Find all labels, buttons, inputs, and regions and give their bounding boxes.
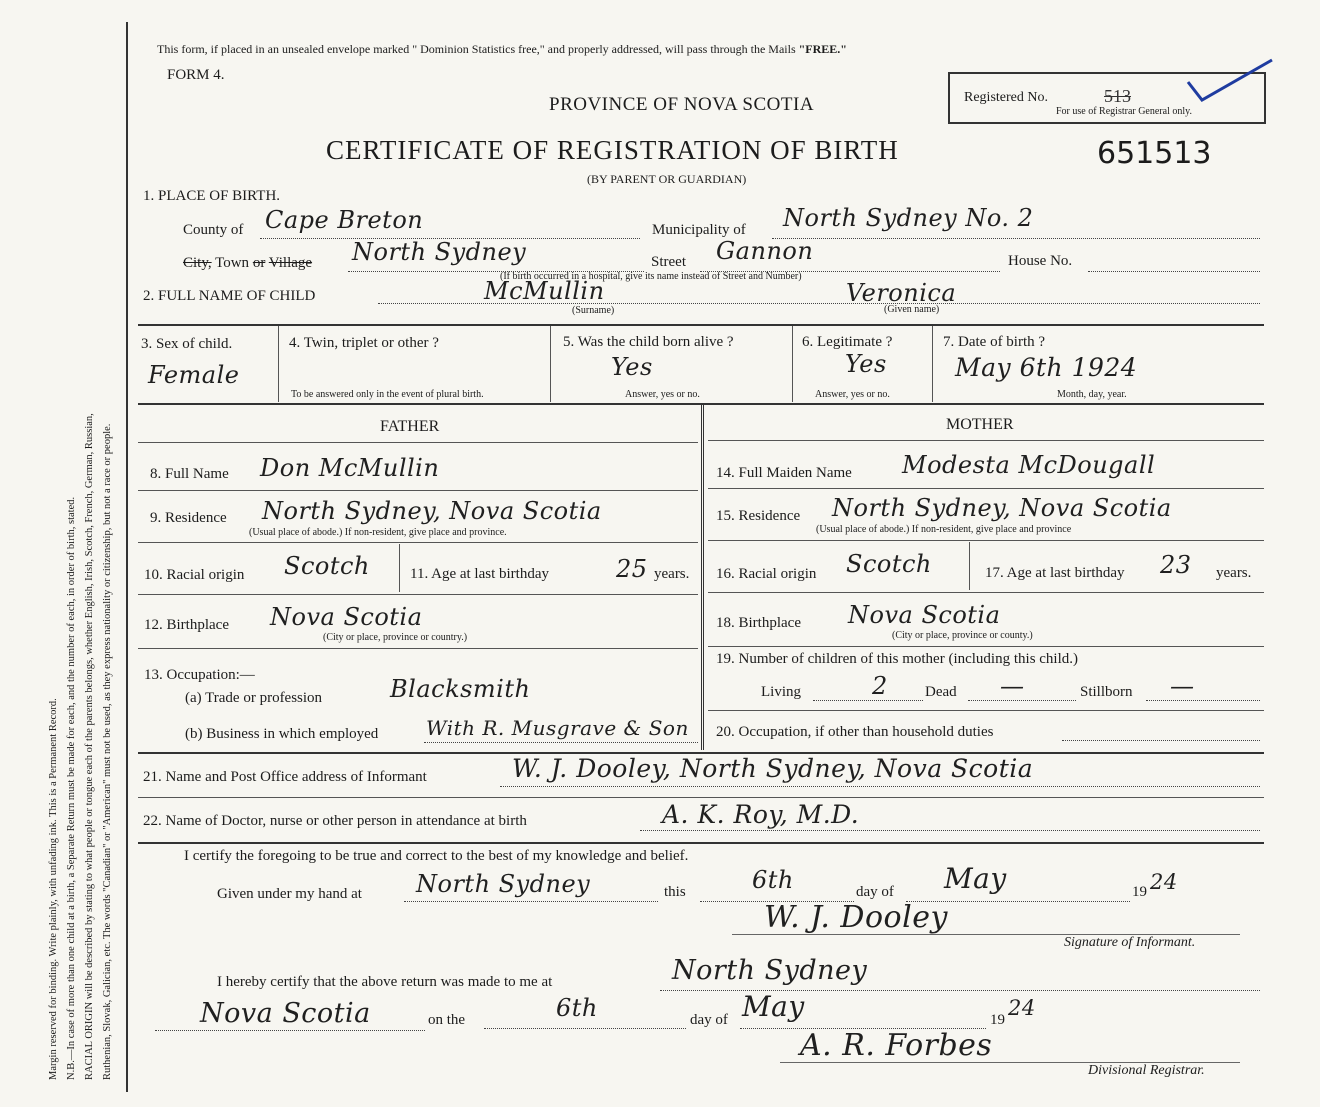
father-age: 25 [616, 555, 648, 583]
mother-age-label: 17. Age at last birthday [985, 565, 1125, 581]
mother-heading: MOTHER [946, 416, 1014, 433]
mother-rule-v [969, 542, 970, 590]
registrar-note: For use of Registrar General only. [1056, 106, 1192, 117]
father-racial: Scotch [284, 552, 370, 580]
legitimate-note: Answer, yes or no. [815, 389, 890, 400]
alive-label: 5. Was the child born alive ? [563, 334, 734, 350]
mother-children-label: 19. Number of children of this mother (including this child.) [716, 651, 1079, 667]
town-value: North Sydney [352, 238, 527, 266]
father-residence: North Sydney, Nova Scotia [262, 497, 602, 525]
mother-years: years. [1216, 565, 1252, 581]
form-number: FORM 4. [167, 67, 225, 83]
checkmark-icon [1186, 56, 1276, 106]
province-heading: PROVINCE OF NOVA SCOTIA [549, 94, 815, 115]
surname-caption: (Surname) [572, 305, 615, 316]
mother-rule-d [708, 592, 1264, 593]
mother-occupation-label: 20. Occupation, if other than household duties [716, 724, 994, 740]
registrar-signature-caption: Divisional Registrar. [1088, 1063, 1205, 1078]
handwritten-number: 651513 [1097, 136, 1212, 171]
doctor-label: 22. Name of Doctor, nurse or other person in attendance at birth [143, 813, 527, 829]
house-label: House No. [1008, 253, 1073, 269]
dead-line [968, 700, 1076, 701]
racial-origin-note-cont: Ruthenian, Slovak, Galician, etc. The words "Canadian" or "American" must not be used, as they express nationality or citizenship, but not a race or people. [102, 423, 113, 1080]
mother-rule-f [708, 710, 1264, 711]
mother-residence-note: (Usual place of abode.) If non-resident, give place and province [816, 524, 1072, 535]
registrar-place: North Sydney [672, 955, 868, 986]
mother-residence: North Sydney, Nova Scotia [832, 494, 1172, 522]
father-occupation-label: 13. Occupation:— [144, 667, 255, 683]
rule-v3 [792, 326, 793, 402]
given-under-label: Given under my hand at [217, 886, 362, 902]
certify-dayof-label: day of [856, 884, 894, 900]
municipality-value: North Sydney No. 2 [783, 204, 1034, 232]
doctor-line [640, 830, 1260, 831]
alive-value: Yes [611, 353, 653, 381]
registrar-signature: A. R. Forbes [800, 1028, 993, 1063]
stillborn-label: Stillborn [1080, 684, 1133, 700]
father-rule-v [399, 544, 400, 592]
municipality-label: Municipality of [652, 222, 746, 238]
mother-age: 23 [1160, 551, 1192, 579]
mother-birthplace-label: 18. Birthplace [716, 615, 801, 631]
father-business: With R. Musgrave & Son [426, 716, 689, 740]
certify-statement: I certify the foregoing to be true and correct to the best of my knowledge and belief. [184, 848, 689, 864]
mother-rule-a [708, 440, 1264, 441]
dob-label: 7. Date of birth ? [943, 334, 1046, 350]
mother-racial: Scotch [846, 550, 932, 578]
registered-number: 513 [1104, 86, 1131, 106]
mother-rule-c [708, 540, 1264, 541]
registrar-year-prefix: 19 [990, 1012, 1005, 1028]
living-value: 2 [872, 672, 888, 700]
street-value: Gannon [716, 237, 814, 265]
registered-label: Registered No. [964, 90, 1048, 105]
informant-label: 21. Name and Post Office address of Informant [143, 769, 427, 785]
mother-occupation-line [1062, 740, 1260, 741]
registrar-place2-line [155, 1030, 425, 1031]
place-of-birth-label: 1. PLACE OF BIRTH. [143, 188, 281, 204]
rule-v1 [278, 326, 279, 402]
mother-name: Modesta McDougall [902, 451, 1156, 479]
registrar-box [948, 72, 1266, 124]
municipality-line [772, 238, 1260, 239]
certify-place-line [404, 901, 658, 902]
rule-v4 [932, 326, 933, 402]
father-rule-c [138, 542, 698, 543]
hospital-note: (If birth occurred in a hospital, give its name instead of Street and Number) [500, 271, 802, 282]
father-rule-b [138, 490, 698, 491]
mother-racial-label: 16. Racial origin [716, 566, 817, 582]
father-racial-label: 10. Racial origin [144, 567, 245, 583]
certify-year-suffix: 24 [1150, 870, 1178, 894]
father-birthplace-note: (City or place, province or country.) [323, 632, 468, 643]
dead-label: Dead [925, 684, 957, 700]
parents-divider [701, 405, 704, 750]
father-trade: Blacksmith [390, 675, 531, 703]
registrar-month: May [742, 990, 805, 1023]
dead-value: — [1000, 672, 1025, 700]
legitimate-value: Yes [845, 350, 887, 378]
registrar-statement: I hereby certify that the above return was made to me at [217, 974, 553, 990]
certify-this-label: this [664, 884, 686, 900]
certificate-subtitle: (BY PARENT OR GUARDIAN) [587, 172, 747, 186]
child-name-line [378, 303, 1260, 304]
father-years: years. [654, 566, 690, 582]
twin-note: To be answered only in the event of plural birth. [291, 389, 484, 400]
father-name: Don McMullin [260, 454, 440, 482]
living-label: Living [761, 684, 801, 700]
father-age-label: 11. Age at last birthday [410, 566, 549, 582]
father-trade-label: (a) Trade or profession [185, 690, 323, 706]
sex-label: 3. Sex of child. [141, 336, 233, 352]
certify-year-prefix: 19 [1132, 884, 1147, 900]
town-label: City, Town or Village [183, 255, 313, 271]
street-label: Street [651, 254, 686, 270]
mother-rule-e [708, 646, 1264, 647]
margin-rule [126, 22, 128, 1092]
child-surname: McMullin [484, 277, 605, 305]
certificate-title: CERTIFICATE OF REGISTRATION OF BIRTH [326, 135, 899, 165]
registrar-onthe-label: on the [428, 1012, 466, 1028]
given-caption: (Given name) [884, 304, 940, 315]
alive-note: Answer, yes or no. [625, 389, 700, 400]
mother-name-label: 14. Full Maiden Name [716, 465, 852, 481]
living-line [813, 700, 923, 701]
father-residence-label: 9. Residence [150, 510, 227, 526]
informant-signature-caption: Signature of Informant. [1064, 935, 1196, 950]
father-business-line [424, 742, 698, 743]
rule-v2 [550, 326, 551, 402]
father-birthplace: Nova Scotia [270, 603, 423, 631]
county-label: County of [183, 222, 244, 238]
plural-birth-note: N.B.—In case of more than one child at a birth, a Separate Return must be made for each, and the number of each, in order of birth, stated. [66, 496, 77, 1080]
county-value: Cape Breton [265, 206, 424, 234]
dob-note: Month, day, year. [1057, 389, 1127, 400]
certify-day: 6th [752, 866, 794, 894]
father-rule-a [138, 442, 698, 443]
registrar-day-line [484, 1028, 686, 1029]
father-heading: FATHER [380, 418, 440, 435]
mother-birthplace: Nova Scotia [848, 601, 1001, 629]
mail-notice: This form, if placed in an unsealed envelope marked " Dominion Statistics free," and properly addressed, will pass through the Mails "FREE." [157, 42, 847, 56]
registrar-dayof-label: day of [690, 1012, 728, 1028]
father-name-label: 8. Full Name [150, 466, 229, 482]
registrar-place2: Nova Scotia [200, 998, 371, 1029]
certify-month: May [944, 862, 1007, 895]
mother-birthplace-note: (City or place, province or county.) [892, 630, 1033, 641]
father-business-label: (b) Business in which employed [185, 726, 379, 742]
informant-line [500, 786, 1260, 787]
rule-21 [138, 797, 1264, 798]
racial-origin-note: RACIAL ORIGIN will be described by stating to what people or tongue each of the parents belongs, whether English, Irish, Scotch, French, German, Russian, [84, 413, 95, 1080]
child-name-label: 2. FULL NAME OF CHILD [143, 288, 316, 304]
stillborn-line [1146, 700, 1260, 701]
father-residence-note: (Usual place of abode.) If non-resident, give place and province. [249, 527, 507, 538]
twin-label: 4. Twin, triplet or other ? [289, 335, 439, 351]
rule-top [138, 324, 1264, 326]
mother-residence-label: 15. Residence [716, 508, 801, 524]
registrar-year-suffix: 24 [1008, 996, 1036, 1020]
dob-value: May 6th 1924 [955, 353, 1138, 382]
father-rule-e [138, 648, 698, 649]
rule-22 [138, 842, 1264, 844]
binding-note: Margin reserved for binding. Write plainly, with unfading ink. This is a Permanent Record. [48, 698, 59, 1080]
sex-value: Female [148, 361, 240, 389]
legitimate-label: 6. Legitimate ? [802, 334, 893, 350]
father-birthplace-label: 12. Birthplace [144, 617, 229, 633]
informant-signature: W. J. Dooley [764, 900, 948, 935]
mother-rule-b [708, 488, 1264, 489]
registrar-day: 6th [556, 994, 598, 1022]
father-rule-d [138, 594, 698, 595]
child-given-name: Veronica [846, 279, 957, 307]
doctor-value: A. K. Roy, M.D. [662, 800, 860, 829]
house-line [1088, 271, 1260, 272]
stillborn-value: — [1170, 672, 1195, 700]
certify-place: North Sydney [416, 870, 591, 898]
informant-value: W. J. Dooley, North Sydney, Nova Scotia [512, 754, 1034, 783]
